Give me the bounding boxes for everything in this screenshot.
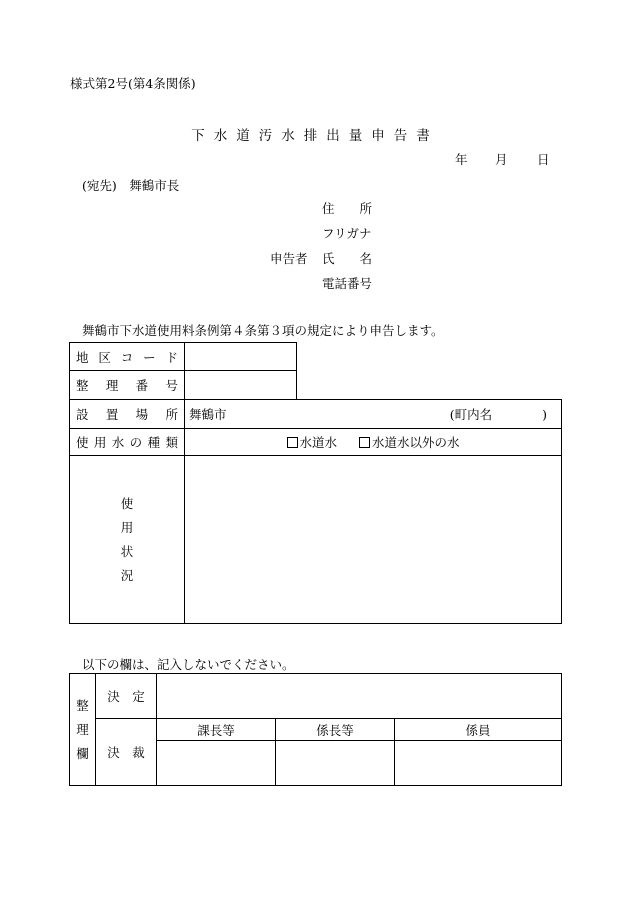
col-section-chief: 課長等 <box>157 719 276 741</box>
checkbox-icon[interactable] <box>287 437 298 448</box>
district-code-label: 地 区 コ ー ド <box>76 349 178 365</box>
phone-label: 電話番号 <box>322 276 373 291</box>
decision-field[interactable] <box>157 674 562 719</box>
addressee: (宛先) 舞鶴市長 <box>82 178 180 193</box>
col-staff: 係員 <box>395 719 562 741</box>
section-chief-stamp[interactable] <box>157 741 276 786</box>
address-label: 住 所 <box>322 201 373 216</box>
usage-label: 使 用 状 況 <box>120 495 134 583</box>
office-table <box>69 673 562 786</box>
water-type-label: 使 用 水 の 種 類 <box>76 435 178 450</box>
form-number: 様式第2号(第4条関係) <box>70 76 196 91</box>
serial-label: 整 理 番 号 <box>76 378 178 393</box>
office-label-cell <box>70 674 96 786</box>
usage-field[interactable] <box>185 456 562 624</box>
date-month-label: 月 <box>495 152 508 167</box>
water-type-field <box>185 429 562 456</box>
staff-stamp[interactable] <box>395 741 562 786</box>
location-city: 舞鶴市 <box>189 407 227 422</box>
district-code-label-cell <box>70 343 185 371</box>
serial-field[interactable] <box>185 371 297 400</box>
approval-label: 決 裁 <box>96 719 157 786</box>
office-use-notice: 以下の欄は、記入しないでください。 <box>82 657 295 672</box>
water-option-tap[interactable]: 水道水 <box>287 435 338 450</box>
col-subsection-chief: 係長等 <box>276 719 395 741</box>
office-label: 整 理 欄 <box>76 697 89 761</box>
form-title: 下水道汚水排出量申告書 <box>191 128 439 144</box>
location-town: (町内名 ) <box>449 407 547 422</box>
code-table <box>69 342 297 400</box>
location-label: 設 置 場 所 <box>76 407 178 422</box>
water-option-other[interactable]: 水道水以外の水 <box>359 435 460 450</box>
location-label-cell <box>70 400 185 429</box>
declaration-text: 舞鶴市下水道使用料条例第４条第３項の規定により申告します。 <box>82 323 444 338</box>
applicant-label: 申告者 <box>270 251 308 266</box>
subsection-chief-stamp[interactable] <box>276 741 395 786</box>
furigana-label: フリガナ <box>322 226 372 241</box>
usage-label-cell <box>70 456 185 624</box>
water-type-label-cell <box>70 429 185 456</box>
name-label: 氏 名 <box>322 251 373 266</box>
checkbox-icon[interactable] <box>359 437 370 448</box>
date-day-label: 日 <box>537 152 550 167</box>
date-year-label: 年 <box>455 152 468 167</box>
serial-label-cell <box>70 371 185 400</box>
decision-label: 決 定 <box>96 674 157 719</box>
district-code-field[interactable] <box>185 343 297 371</box>
location-field[interactable] <box>185 400 562 429</box>
main-table <box>69 399 562 624</box>
